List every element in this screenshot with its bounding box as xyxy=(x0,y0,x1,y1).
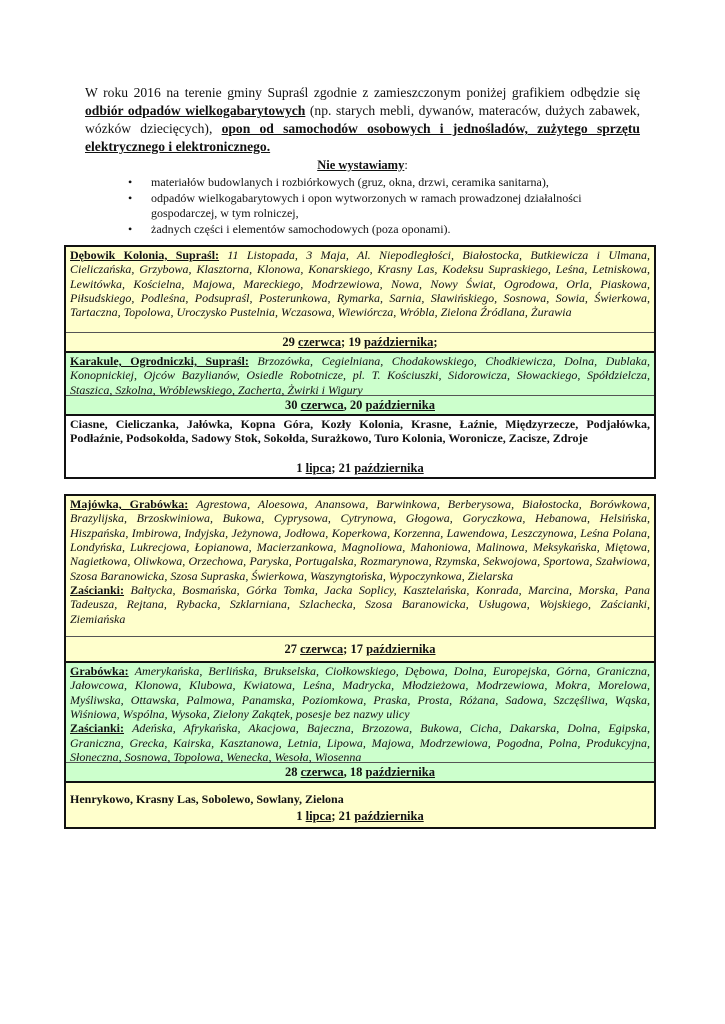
date-day: 1 xyxy=(296,461,303,475)
collection-dates xyxy=(66,459,654,477)
date-month: października xyxy=(365,765,435,779)
date-month: lipca xyxy=(305,461,332,475)
schedule-section xyxy=(66,661,654,781)
intro-paragraph xyxy=(85,84,640,156)
date-day: 27 xyxy=(284,642,297,656)
date-sep: ; xyxy=(343,642,351,656)
date-month: czerwca xyxy=(300,398,344,412)
section-body xyxy=(66,353,654,395)
exclusions-list xyxy=(120,175,640,238)
exclusion-item: • żadnych części i elementów samochodowych (poza oponami). xyxy=(120,222,640,237)
area-name: Grabówka: xyxy=(70,664,129,678)
date-end: ; xyxy=(433,335,438,349)
date-day: 28 xyxy=(285,765,298,779)
intro-bold-2: opon od samochodów osobowych i jednośladów, zużytego sprzętu elektrycznego i elektronicznego. xyxy=(85,121,640,154)
date-month: października xyxy=(354,809,424,823)
date-day: 29 xyxy=(282,335,295,349)
exclusion-item: • odpadów wielkogabarytowych i opon wytworzonych w ramach prowadzonej działalności gospodarczej, w tym rolniczej, xyxy=(120,191,640,221)
date-month: października xyxy=(363,335,434,349)
schedule-section xyxy=(66,496,654,661)
date-sep: , xyxy=(343,398,350,412)
collection-dates xyxy=(66,762,654,781)
date-sep: ; xyxy=(331,461,339,475)
section-body xyxy=(66,663,654,765)
area-name: Zaścianki: xyxy=(70,583,125,598)
date-month: października xyxy=(365,398,435,412)
area-name: Karakule, Ogrodniczki, Supraśl: xyxy=(70,354,249,368)
section-body xyxy=(66,247,654,332)
date-month: października xyxy=(366,642,436,656)
schedule-group-2 xyxy=(64,494,656,829)
street-list: Amerykańska, Berlińska, Brukselska, Ciołkowskiego, Dębowa, Dolna, Europejska, Górna, Graniczna, Jałowcowa, Klonowa, Klubowa, Kwiatowa, Leśna, Madrycka, Młodzieżowa, Modrzewiowa, Mokra, Morelowa, Myśliwska, Ottawska, Palmowa, Panamska, Poziomkowa, Praska, Prosta, Różana, Sadowa, Szczęśliwa, Wąska, Wiśniowa, Wspólna, Wysoka, Zielony Zakątek, posesje bez nazwy ulicy xyxy=(70,664,651,722)
date-month: czerwca xyxy=(298,335,342,349)
date-day: 30 xyxy=(285,398,298,412)
exclusions-heading-colon: : xyxy=(404,158,408,172)
exclusions-heading xyxy=(85,157,640,173)
area-name: Majówka, Grabówka: xyxy=(70,497,189,511)
section-body xyxy=(66,496,654,636)
street-list: Brzozówka, Cegielniana, Chodakowskiego, Chodkiewicza, Dolna, Dublaka, Konopnickiej, Ojców Bazylianów, Osiedle Robotnicze, pl. T. Kościuszki, Sidorowicza, Słowackiego, Spółdzielcza, Staszica, Szkolna, Wróblewskiego, Zacherta, Żwirki i Wigury xyxy=(70,354,650,397)
exclusions-heading-text: Nie wystawiamy xyxy=(317,158,405,172)
date-month: czerwca xyxy=(300,642,344,656)
schedule-section xyxy=(66,414,654,477)
street-list: Adeńska, Afrykańska, Akacjowa, Bajeczna, Brzozowa, Bukowa, Cicha, Dakarska, Dolna, Egipska, Graniczna, Grecka, Kairska, Kasztanowa, Letnia, Lipowa, Majowa, Modrzewiowa, Pogodna, Polna, Produkcyjna, Słoneczna, Sosnowa, Topolowa, Wenecka, Wesoła, Wiosenna xyxy=(70,721,651,765)
area-name: Ciasne, Cieliczanka, Jałówka, Kopna Góra, Kozły Kolonia, Krasne, Łaźnie, Międzyrzecze, Podjałówka, Podłaźnie, Podsokołda, Sadowy Stok, Sokołda, Surażkowo, Turo Kolonia, Woronicze, Zacisze, Zdroje xyxy=(70,417,650,446)
schedule-group-1 xyxy=(64,245,656,479)
date-sep: ; xyxy=(341,335,349,349)
area-name: Zaścianki: xyxy=(70,721,125,736)
area-name: Dębowik Kolonia, Supraśl: xyxy=(70,248,220,262)
date-day: 21 xyxy=(338,461,352,475)
collection-dates xyxy=(66,636,654,661)
date-month: czerwca xyxy=(300,765,344,779)
date-day: 17 xyxy=(350,642,363,656)
street-list: Agrestowa, Aloesowa, Anansowa, Barwinkowa, Berberysowa, Białostocka, Borówkowa, Brazylijska, Brzoskwiniowa, Bukowa, Cyprysowa, Cytrynowa, Głogowa, Goryczkowa, Hebanowa, Helsińska, Hiszpańska, Imbirowa, Indyjska, Jeżynowa, Jodłowa, Koperkowa, Korzenna, Lawendowa, Leszczynowa, Leśna Polana, Londyńska, Lukrecjowa, Łopianowa, Macierzankowa, Magnoliowa, Mahoniowa, Malinowa, Meksykańska, Miętowa, Nagietkowa, Oliwkowa, Orzechowa, Paryska, Portugalska, Rozmarynowa, Rzymska, Sekwojowa, Sportowa, Szałwiowa, Szosa Baranowicka, Szosa Supraska, Świerkowa, Waszyngtońska, Wypoczynkowa, Zielarska xyxy=(70,497,650,583)
date-day: 1 xyxy=(296,809,303,823)
street-list: Bałtycka, Bosmańska, Górka Tomka, Jacka Soplicy, Kasztelańska, Konrada, Marcina, Morska, Pana Tadeusza, Rejtana, Rybacka, Szklarniana, Szlachecka, Szosa Baranowicka, Usługowa, Wojskiego, Zaścianki, Ziemiańska xyxy=(70,583,650,626)
date-month: października xyxy=(354,461,424,475)
date-day: 20 xyxy=(349,398,363,412)
area-name: Henrykowo, Krasny Las, Sobolewo, Sowlany, Zielona xyxy=(70,792,344,806)
intro-text-1: W roku 2016 na terenie gminy Supraśl zgodnie z zamieszczonym poniżej grafikiem odbędzie się xyxy=(85,85,640,100)
intro-text-2: (np. starych mebli, dywanów, materaców, dużych zabawek, wózków dziecięcych), xyxy=(85,103,640,136)
date-sep: , xyxy=(343,765,350,779)
date-day: 19 xyxy=(348,335,361,349)
schedule-section xyxy=(66,781,654,827)
street-list: 11 Listopada, 3 Maja, Al. Niepodległości, Białostocka, Butkiewicza i Ulmana, Cieliczańska, Grzybowa, Klasztorna, Klonowa, Konarskiego, Krasny Las, Kodeksu Supraskiego, Leśna, Letniskowa, Lewitówka, Kościelna, Majowa, Mareckiego, Modrzewiowa, Nowa, Nowy Świat, Ogrodowa, Orla, Piaskowa, Piłsudskiego, Podleśna, Podsupraśl, Posterunkowa, Rymarka, Sarnia, Sławińskiego, Sosnowa, Sowia, Świerkowa, Tartaczna, Topolowa, Uroczysko Pustelnia, Wczasowa, Wiewiórcza, Wróbla, Zielona Źródlana, Żurawia xyxy=(70,248,650,320)
collection-dates xyxy=(66,332,654,351)
date-sep: ; xyxy=(331,809,339,823)
intro-bold-1: odbiór odpadów wielkogabarytowych xyxy=(85,103,306,118)
section-body xyxy=(66,791,654,808)
date-day: 18 xyxy=(349,765,363,779)
date-month: lipca xyxy=(305,809,332,823)
collection-dates xyxy=(66,395,654,414)
date-day: 21 xyxy=(338,809,352,823)
collection-dates xyxy=(66,808,654,827)
section-body xyxy=(66,416,654,459)
exclusion-item: • materiałów budowlanych i rozbiórkowych (gruz, okna, drzwi, ceramika sanitarna), xyxy=(120,175,640,190)
schedule-section xyxy=(66,247,654,351)
schedule-section xyxy=(66,351,654,414)
